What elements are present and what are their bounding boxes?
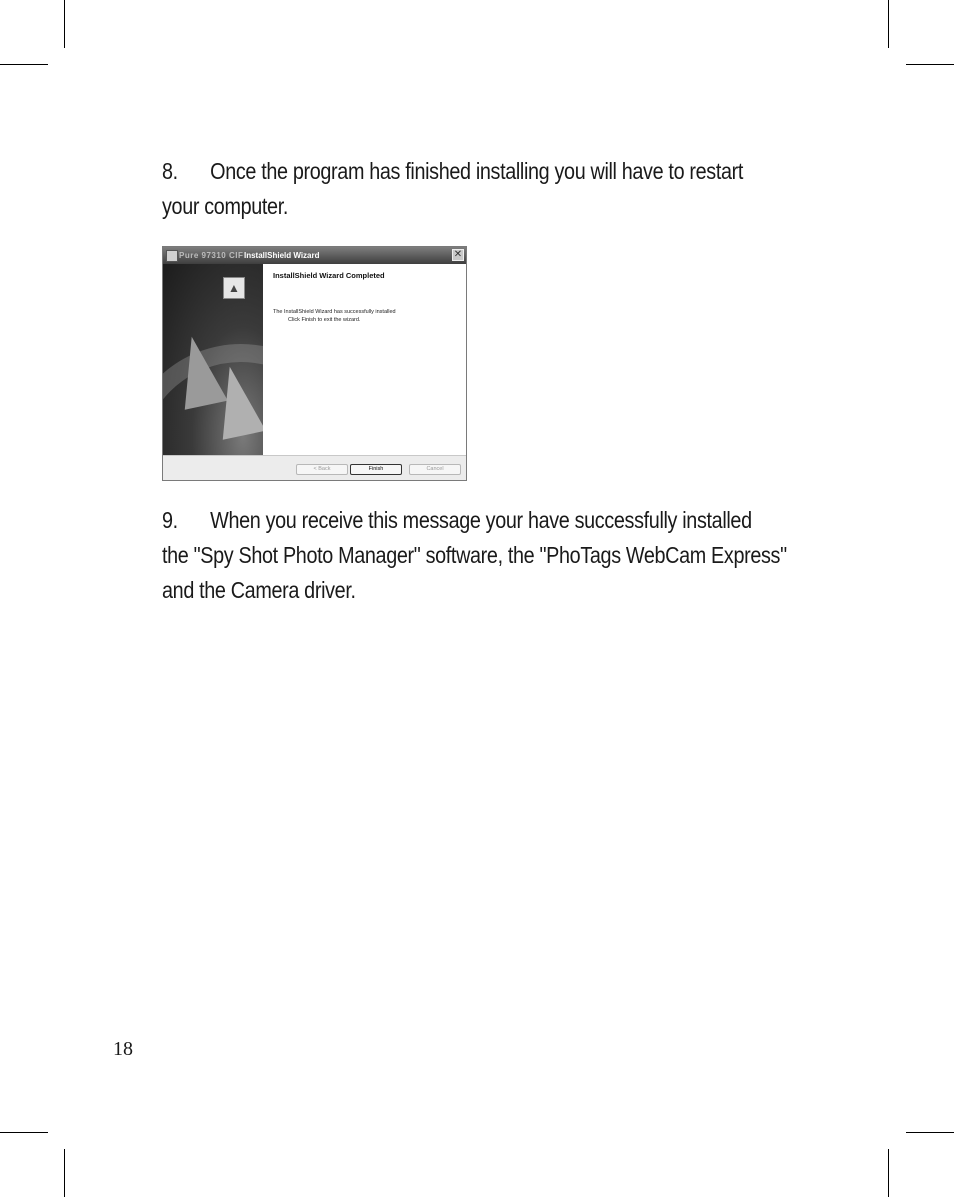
wizard-message: Click Finish to exit the wizard. [288, 317, 361, 323]
wizard-title: InstallShield Wizard [244, 251, 320, 260]
step-8 [162, 154, 850, 224]
installshield-logo-icon: ▲ [223, 277, 245, 299]
crop-mark [0, 1132, 48, 1133]
wizard-titlebar [163, 247, 466, 264]
step-9 [162, 503, 850, 608]
crop-mark [64, 1149, 65, 1197]
wizard-button-bar [163, 455, 466, 480]
page-number: 18 [113, 1038, 133, 1060]
step-text-line: and the Camera driver. [162, 577, 356, 603]
close-icon[interactable]: ✕ [453, 249, 463, 260]
wizard-message: The InstallShield Wizard has successfully installed [273, 309, 396, 315]
cancel-button[interactable]: Cancel [409, 464, 461, 475]
crop-mark [906, 64, 954, 65]
crop-mark [0, 64, 48, 65]
step-text-line: When you receive this message your have successfully installed [210, 507, 752, 533]
step-number: 8. [162, 158, 178, 184]
wizard-heading: InstallShield Wizard Completed [273, 271, 385, 280]
back-button[interactable]: < Back [296, 464, 348, 475]
wizard-title-prefix: Pure 97310 CIF [179, 251, 244, 260]
crop-mark [64, 0, 65, 48]
step-text-line: the "Spy Shot Photo Manager" software, the "PhoTags WebCam Express" [162, 542, 787, 568]
wizard-content [263, 264, 466, 455]
installshield-wizard-screenshot [162, 246, 467, 481]
wizard-side-banner [163, 264, 263, 455]
step-text-line: your computer. [162, 193, 289, 219]
step-number: 9. [162, 507, 178, 533]
step-text-line: Once the program has finished installing you will have to restart [210, 158, 744, 184]
crop-mark [888, 1149, 889, 1197]
crop-mark [906, 1132, 954, 1133]
finish-button[interactable]: Finish [350, 464, 402, 475]
installer-app-icon [166, 250, 178, 262]
crop-mark [888, 0, 889, 48]
